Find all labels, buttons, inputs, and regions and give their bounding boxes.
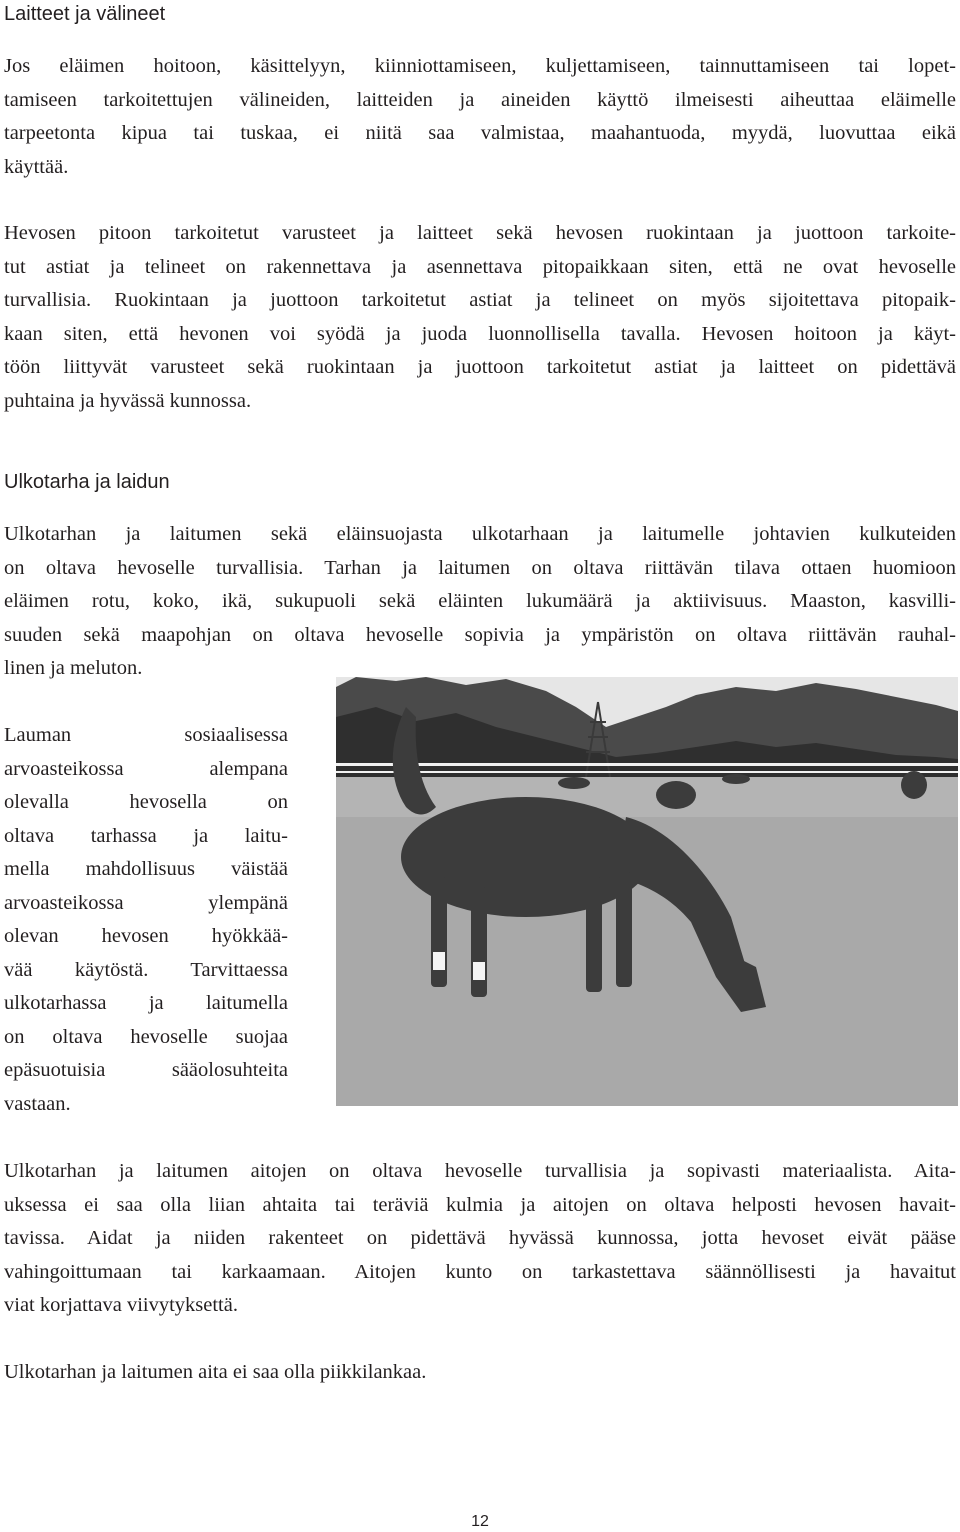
white-sock [433, 952, 445, 970]
text-line: vää käytöstä. Tarvittaessa [4, 958, 288, 981]
text-line: Ulkotarhan ja laitumen aita ei saa olla piikkilankaa. [4, 1361, 427, 1383]
paragraph-equipment-1 [4, 50, 956, 184]
distant-horse [656, 781, 696, 809]
text-line: uksessa ei saa olla liian ahtaita tai teräviä kulmia ja aitojen on oltava helposti hevosen havait- [4, 1193, 956, 1216]
text-line: linen ja meluton. [4, 657, 143, 679]
distant-horse [558, 777, 590, 789]
section-heading-paddock: Ulkotarha ja laidun [4, 471, 170, 493]
horse-leg [431, 877, 447, 987]
text-line: mella mahdollisuus väistää [4, 858, 288, 880]
horse-pasture-illustration [336, 677, 958, 1106]
fence-rail [336, 771, 958, 773]
text-line: turvallisia. Ruokintaan ja juottoon tarkoitetut astiat ja telineet on myös sijoitettava pitopaik- [4, 289, 956, 311]
horse-leg [471, 887, 487, 997]
text-line: oltava tarhassa ja laitu- [4, 824, 288, 847]
text-line: Lauman sosiaalisessa [4, 724, 288, 746]
text-line: olevalla hevosella on [4, 791, 288, 813]
text-line: on oltava hevoselle turvallisia. Tarhan ja laitumen on oltava riittävän tilava ottaen huomioon [4, 556, 956, 579]
page-number: 12 [471, 1513, 489, 1530]
fence-rail [336, 763, 958, 766]
text-line: puhtaina ja hyvässä kunnossa. [4, 389, 252, 412]
distant-horse [901, 771, 927, 799]
grazing-horse-photo [336, 677, 958, 1106]
paragraph-equipment-2 [4, 217, 956, 418]
text-line: ulkotarhassa ja laitumella [4, 992, 288, 1014]
text-line: viat korjattava viivytyksettä. [4, 1294, 238, 1316]
text-line: Ulkotarhan ja laitumen sekä eläinsuojasta ulkotarhaan ja laitumelle johtavien kulkuteiden [4, 523, 956, 545]
horse-leg [616, 872, 632, 987]
text-line: tamiseen tarkoitettujen välineiden, laitteiden ja aineiden käyttö ilmeisesti aiheuttaa eläimelle [4, 88, 956, 111]
text-line: olevan hevosen hyökkää- [4, 925, 288, 947]
text-line: suuden sekä maapohjan on oltava hevoselle sopivia ja ympäristön on oltava riittävän rauhal- [4, 623, 956, 646]
paragraph-fences-1 [4, 1155, 956, 1323]
paragraph-paddock-1 [4, 518, 956, 686]
text-line: arvoasteikossa alempana [4, 757, 288, 780]
text-line: töön liittyvät varusteet sekä ruokintaan ja juottoon tarkoitetut astiat ja laitteet on pidettävä [4, 356, 956, 378]
text-line: vahingoittumaan tai karkaamaan. Aitojen kunto on tarkastettava säännöllisesti ja havaitut [4, 1260, 956, 1283]
text-line: Ulkotarhan ja laitumen aitojen on oltava hevoselle turvallisia ja sopivasti materiaalista. Aita- [4, 1160, 956, 1182]
text-line: eläimen rotu, koko, ikä, sukupuoli sekä eläinten lukumäärä ja aktiivisuus. Maaston, kasvilli- [4, 590, 956, 612]
text-line: tavissa. Aidat ja niiden rakenteet on pidettävä hyvässä kunnossa, jotta hevoset eivät pääse [4, 1227, 956, 1249]
text-line: tarpeetonta kipua tai tuskaa, ei niitä saa valmistaa, maahantuoda, myydä, luovuttaa eikä [4, 122, 956, 144]
text-line: vastaan. [4, 1092, 71, 1115]
paragraph-fences-2 [4, 1356, 956, 1390]
text-line: Hevosen pitoon tarkoitetut varusteet ja laitteet sekä hevosen ruokintaan ja juottoon tarkoite- [4, 222, 956, 244]
text-line: arvoasteikossa ylempänä [4, 891, 288, 914]
text-line: Jos eläimen hoitoon, käsittelyyn, kiinniottamiseen, kuljettamiseen, tainnuttamiseen tai lopet- [4, 55, 956, 77]
section-heading-equipment: Laitteet ja välineet [4, 3, 166, 25]
distant-horse [722, 774, 750, 784]
horse-leg [586, 877, 602, 992]
text-line: tut astiat ja telineet on rakennettava ja asennettava pitopaikkaan siten, että ne ovat hevoselle [4, 255, 956, 278]
white-sock [473, 962, 485, 980]
text-line: käyttää. [4, 155, 69, 178]
text-line: epäsuotuisia sääolosuhteita [4, 1059, 288, 1081]
side-paragraph-herd [4, 719, 288, 1121]
text-line: kaan siten, että hevonen voi syödä ja juoda luonnollisella tavalla. Hevosen hoitoon ja käyt- [4, 322, 956, 345]
text-line: on oltava hevoselle suojaa [4, 1025, 288, 1048]
